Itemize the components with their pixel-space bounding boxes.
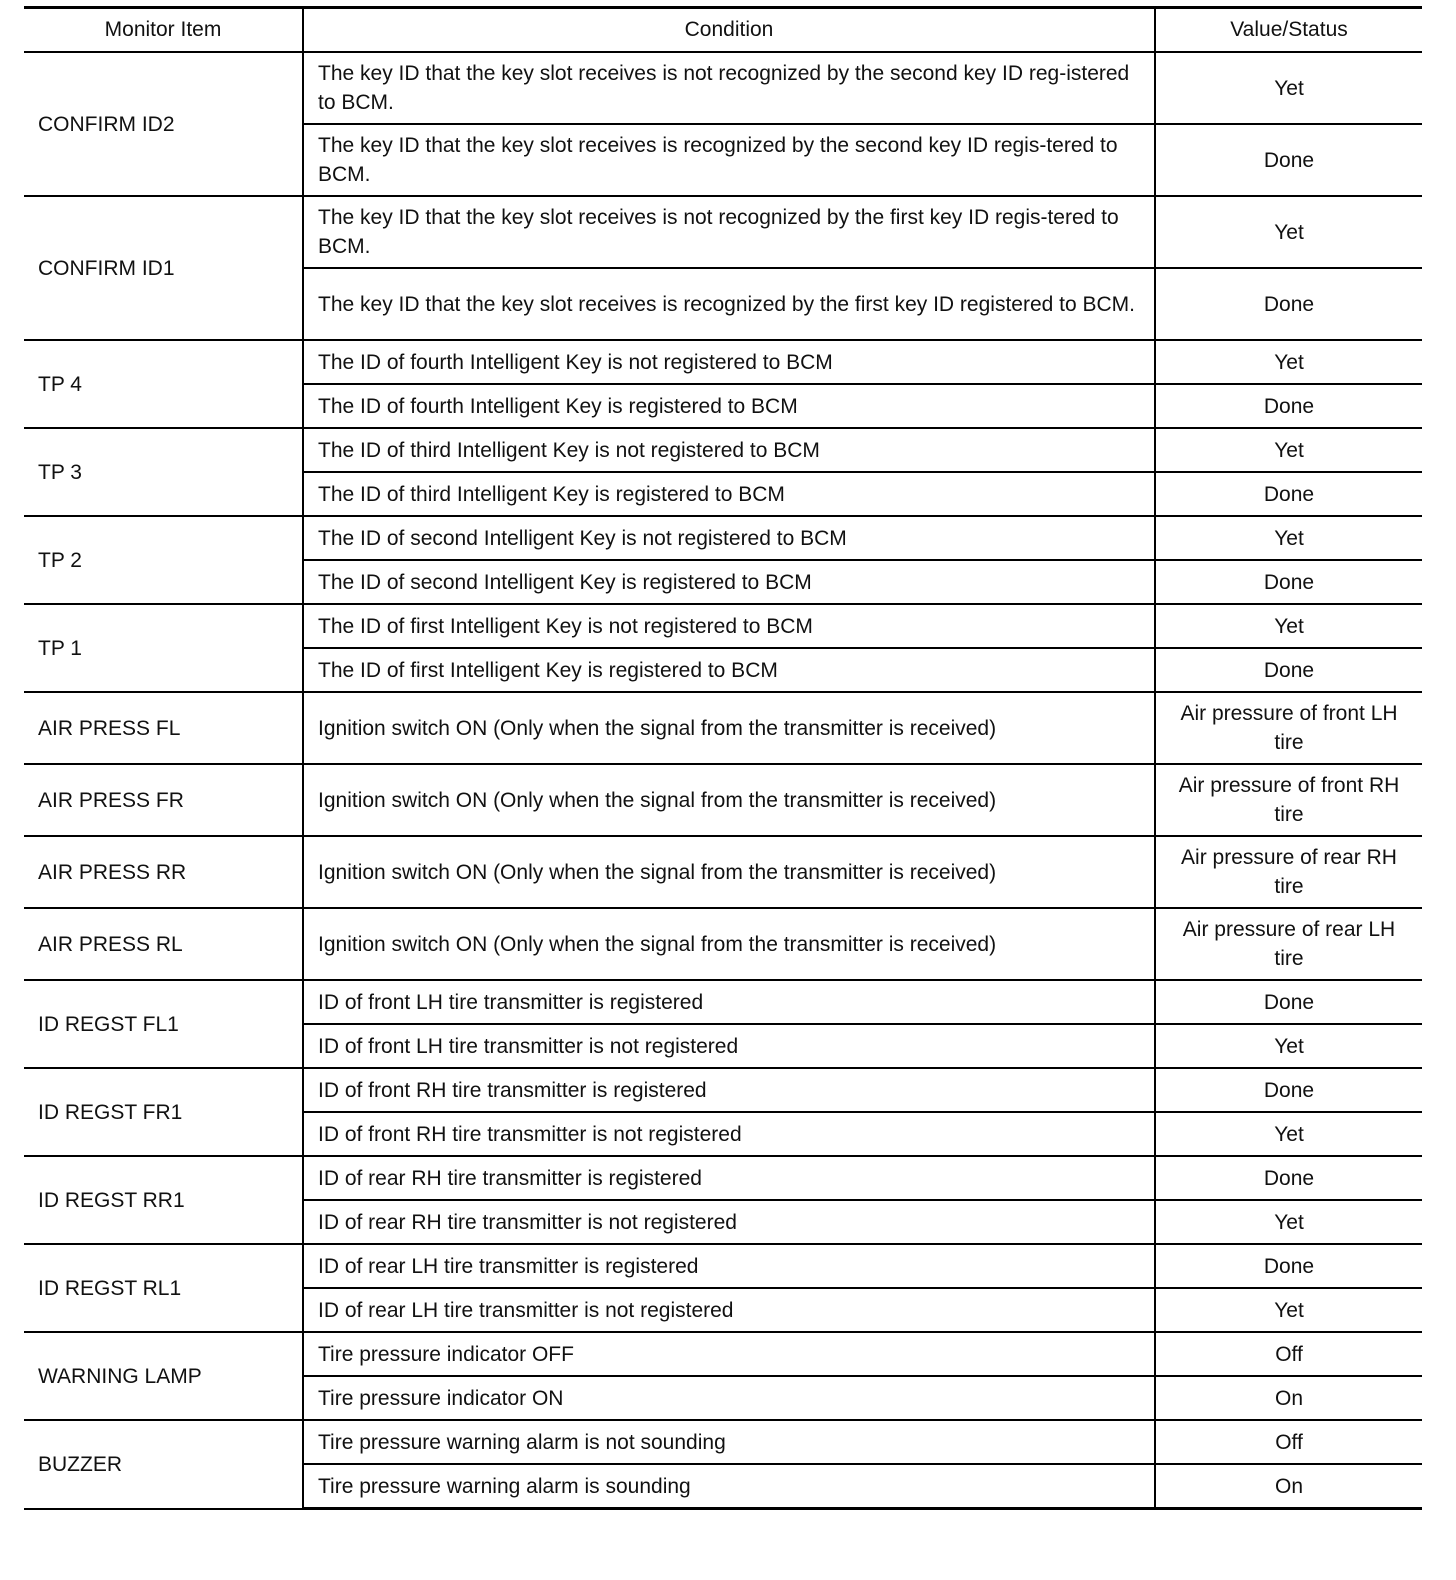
condition-cell: ID of rear RH tire transmitter is registered	[303, 1156, 1155, 1200]
condition-cell: ID of rear LH tire transmitter is not registered	[303, 1288, 1155, 1332]
table-row	[24, 1156, 1422, 1200]
monitor-item-cell: TP 1	[24, 604, 303, 692]
table-row	[24, 516, 1422, 560]
table-row	[24, 1332, 1422, 1376]
monitor-item-cell: TP 3	[24, 428, 303, 516]
condition-cell: Tire pressure indicator ON	[303, 1376, 1155, 1420]
condition-cell: The ID of third Intelligent Key is not registered to BCM	[303, 428, 1155, 472]
table-row	[24, 836, 1422, 908]
value-status-cell: Yet	[1155, 1200, 1422, 1244]
value-status-cell: Yet	[1155, 516, 1422, 560]
value-status-cell: Done	[1155, 560, 1422, 604]
condition-cell: The ID of second Intelligent Key is registered to BCM	[303, 560, 1155, 604]
monitor-item-cell: ID REGST FL1	[24, 980, 303, 1068]
condition-cell: The ID of fourth Intelligent Key is not registered to BCM	[303, 340, 1155, 384]
condition-cell: The key ID that the key slot receives is not recognized by the first key ID regis-tered to BCM.	[303, 196, 1155, 268]
header-condition: Condition	[303, 8, 1155, 53]
value-status-cell: Air pressure of rear RH tire	[1155, 836, 1422, 908]
value-status-cell: Done	[1155, 1156, 1422, 1200]
table-row	[24, 692, 1422, 764]
condition-cell: ID of rear LH tire transmitter is registered	[303, 1244, 1155, 1288]
monitor-item-cell: AIR PRESS FL	[24, 692, 303, 764]
condition-cell: ID of front LH tire transmitter is registered	[303, 980, 1155, 1024]
table-row	[24, 1244, 1422, 1288]
monitor-item-cell: AIR PRESS FR	[24, 764, 303, 836]
value-status-cell: Done	[1155, 124, 1422, 196]
monitor-item-cell: CONFIRM ID2	[24, 52, 303, 196]
condition-cell: The ID of first Intelligent Key is registered to BCM	[303, 648, 1155, 692]
table-row	[24, 1420, 1422, 1464]
condition-cell: The ID of first Intelligent Key is not registered to BCM	[303, 604, 1155, 648]
value-status-cell: Yet	[1155, 52, 1422, 124]
table-row	[24, 428, 1422, 472]
condition-cell: ID of front RH tire transmitter is registered	[303, 1068, 1155, 1112]
monitor-item-cell: ID REGST FR1	[24, 1068, 303, 1156]
condition-cell: Tire pressure warning alarm is sounding	[303, 1464, 1155, 1509]
monitor-item-cell: WARNING LAMP	[24, 1332, 303, 1420]
condition-cell: Ignition switch ON (Only when the signal from the transmitter is received)	[303, 908, 1155, 980]
condition-cell: ID of front LH tire transmitter is not registered	[303, 1024, 1155, 1068]
value-status-cell: Done	[1155, 268, 1422, 340]
table-row	[24, 340, 1422, 384]
condition-cell: The ID of third Intelligent Key is registered to BCM	[303, 472, 1155, 516]
monitor-item-cell: ID REGST RL1	[24, 1244, 303, 1332]
monitor-item-cell: AIR PRESS RL	[24, 908, 303, 980]
condition-cell: Tire pressure warning alarm is not sounding	[303, 1420, 1155, 1464]
value-status-cell: Done	[1155, 472, 1422, 516]
value-status-cell: Air pressure of front LH tire	[1155, 692, 1422, 764]
condition-cell: Ignition switch ON (Only when the signal from the transmitter is received)	[303, 764, 1155, 836]
value-status-cell: Yet	[1155, 1024, 1422, 1068]
value-status-cell: Air pressure of front RH tire	[1155, 764, 1422, 836]
table-row	[24, 908, 1422, 980]
value-status-cell: Yet	[1155, 428, 1422, 472]
monitor-table-container	[24, 6, 1422, 1510]
value-status-cell: Done	[1155, 1068, 1422, 1112]
table-header-row	[24, 8, 1422, 53]
value-status-cell: Yet	[1155, 1112, 1422, 1156]
condition-cell: The key ID that the key slot receives is recognized by the first key ID registered to BCM.	[303, 268, 1155, 340]
table-row	[24, 1068, 1422, 1112]
condition-cell: ID of front RH tire transmitter is not registered	[303, 1112, 1155, 1156]
condition-cell: Ignition switch ON (Only when the signal from the transmitter is received)	[303, 836, 1155, 908]
condition-cell: The ID of second Intelligent Key is not registered to BCM	[303, 516, 1155, 560]
header-monitor-item: Monitor Item	[24, 8, 303, 53]
monitor-item-cell: TP 4	[24, 340, 303, 428]
value-status-cell: On	[1155, 1376, 1422, 1420]
value-status-cell: Off	[1155, 1332, 1422, 1376]
monitor-item-cell: TP 2	[24, 516, 303, 604]
table-row	[24, 980, 1422, 1024]
value-status-cell: Done	[1155, 980, 1422, 1024]
table-body	[24, 52, 1422, 1509]
condition-cell: ID of rear RH tire transmitter is not registered	[303, 1200, 1155, 1244]
value-status-cell: Yet	[1155, 340, 1422, 384]
monitor-item-cell: CONFIRM ID1	[24, 196, 303, 340]
value-status-cell: Done	[1155, 648, 1422, 692]
monitor-item-cell: BUZZER	[24, 1420, 303, 1509]
value-status-cell: Air pressure of rear LH tire	[1155, 908, 1422, 980]
value-status-cell: On	[1155, 1464, 1422, 1509]
condition-cell: The key ID that the key slot receives is recognized by the second key ID regis-tered to BCM.	[303, 124, 1155, 196]
table-row	[24, 196, 1422, 268]
header-value-status: Value/Status	[1155, 8, 1422, 53]
table-row	[24, 764, 1422, 836]
value-status-cell: Done	[1155, 1244, 1422, 1288]
monitor-table	[24, 6, 1422, 1510]
condition-cell: The key ID that the key slot receives is not recognized by the second key ID reg-istered to BCM.	[303, 52, 1155, 124]
value-status-cell: Yet	[1155, 604, 1422, 648]
condition-cell: Tire pressure indicator OFF	[303, 1332, 1155, 1376]
value-status-cell: Yet	[1155, 1288, 1422, 1332]
condition-cell: The ID of fourth Intelligent Key is registered to BCM	[303, 384, 1155, 428]
monitor-item-cell: ID REGST RR1	[24, 1156, 303, 1244]
table-row	[24, 604, 1422, 648]
value-status-cell: Done	[1155, 384, 1422, 428]
condition-cell: Ignition switch ON (Only when the signal from the transmitter is received)	[303, 692, 1155, 764]
monitor-item-cell: AIR PRESS RR	[24, 836, 303, 908]
value-status-cell: Off	[1155, 1420, 1422, 1464]
table-row	[24, 52, 1422, 124]
value-status-cell: Yet	[1155, 196, 1422, 268]
